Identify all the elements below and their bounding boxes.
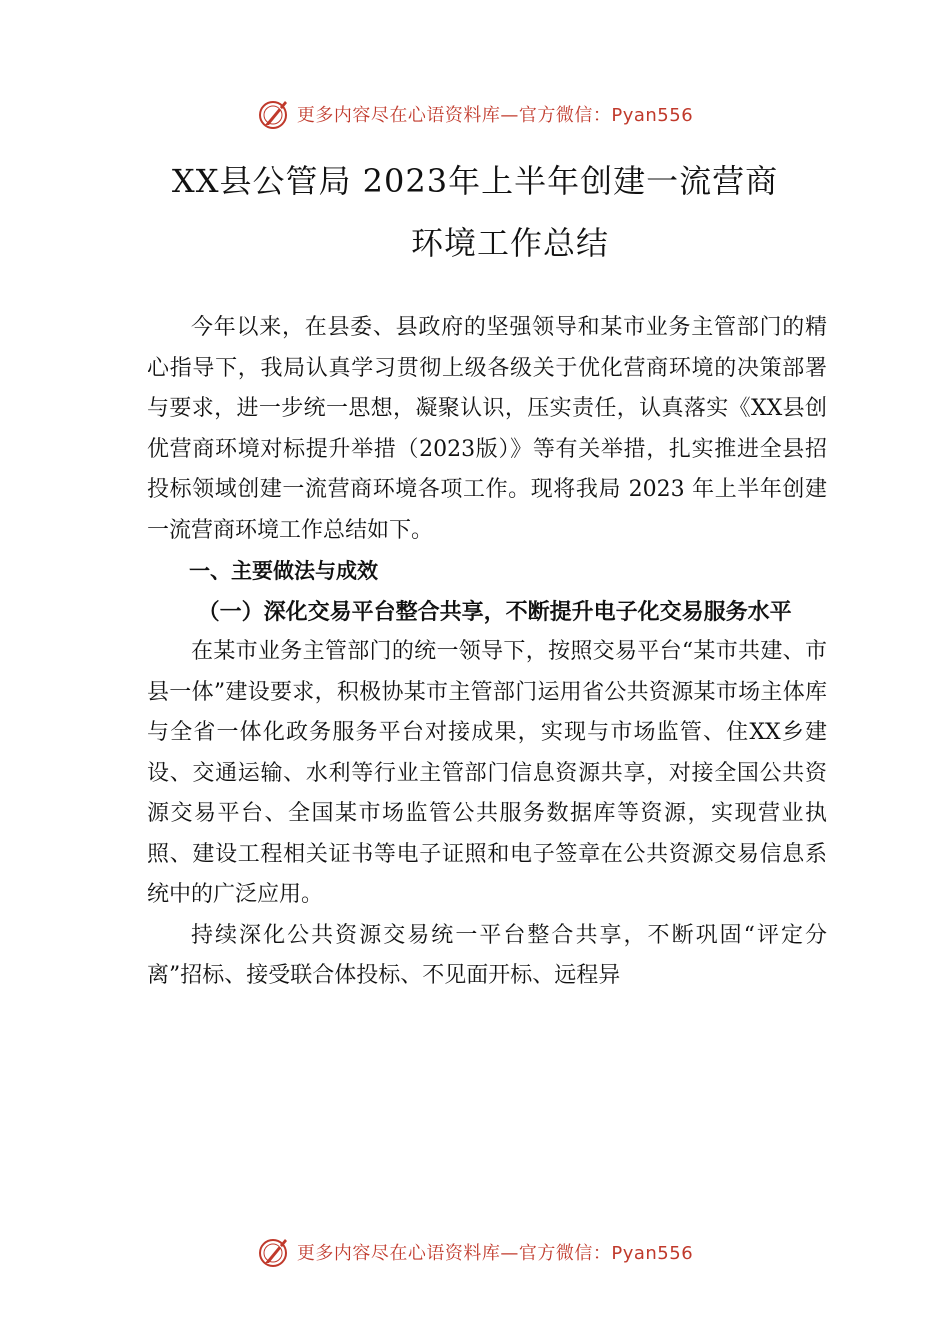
intro-paragraph: 今年以来，在县委、县政府的坚强领导和某市业务主管部门的精心指导下，我局认真学习贯彻上级各级关于优化营商环境的决策部署与要求，进一步统一思想，凝聚认识，压实责任，认真落实《XX县创优营商环境对标提升举措（2023版）》等有关举措，扎实推进全县招投标领域创建一流营商环境各项工作。现将我局 2023 年上半年创建一流营商环境工作总结如下。	[147, 315, 827, 543]
subsection-heading-1: （一）深化交易平台整合共享，不断提升电子化交易服务水平	[197, 598, 792, 625]
quill-logo-icon	[257, 97, 291, 131]
watermark-banner-bottom	[0, 1232, 950, 1272]
body-paragraph-1: 在某市业务主管部门的统一领导下，按照交易平台“某市共建、市县一体”建设要求，积极协某市主管部门运用省公共资源某市场主体库与全省一体化政务服务平台对接成果，实现与市场监管、住XX乡建设、交通运输、水利等行业主管部门信息资源共享，对接全国公共资源交易平台、全国某市场监管公共服务数据库等资源，实现营业执照、建设工程相关证书等电子证照和电子签章在公共资源交易信息系统中的广泛应用。	[147, 639, 827, 907]
document-title-line-1: XX县公管局 2023年上半年创建一流营商	[171, 162, 779, 200]
document-body	[147, 308, 827, 997]
watermark-text: 更多内容尽在心语资料库—官方微信：Pyan556	[296, 105, 694, 126]
watermark-text: 更多内容尽在心语资料库—官方微信：Pyan556	[296, 1243, 694, 1264]
section-heading-1: 一、主要做法与成效	[189, 559, 378, 583]
document-title-line-2: 环境工作总结	[410, 224, 609, 262]
watermark-banner-top	[0, 94, 950, 134]
wechat-id: Pyan556	[611, 1243, 694, 1264]
body-paragraph-2: 持续深化公共资源交易统一平台整合共享，不断巩固“评定分离”招标、接受联合体投标、不见面开标、远程异	[147, 922, 827, 988]
quill-logo-icon	[257, 1235, 291, 1269]
wechat-id: Pyan556	[611, 105, 694, 126]
